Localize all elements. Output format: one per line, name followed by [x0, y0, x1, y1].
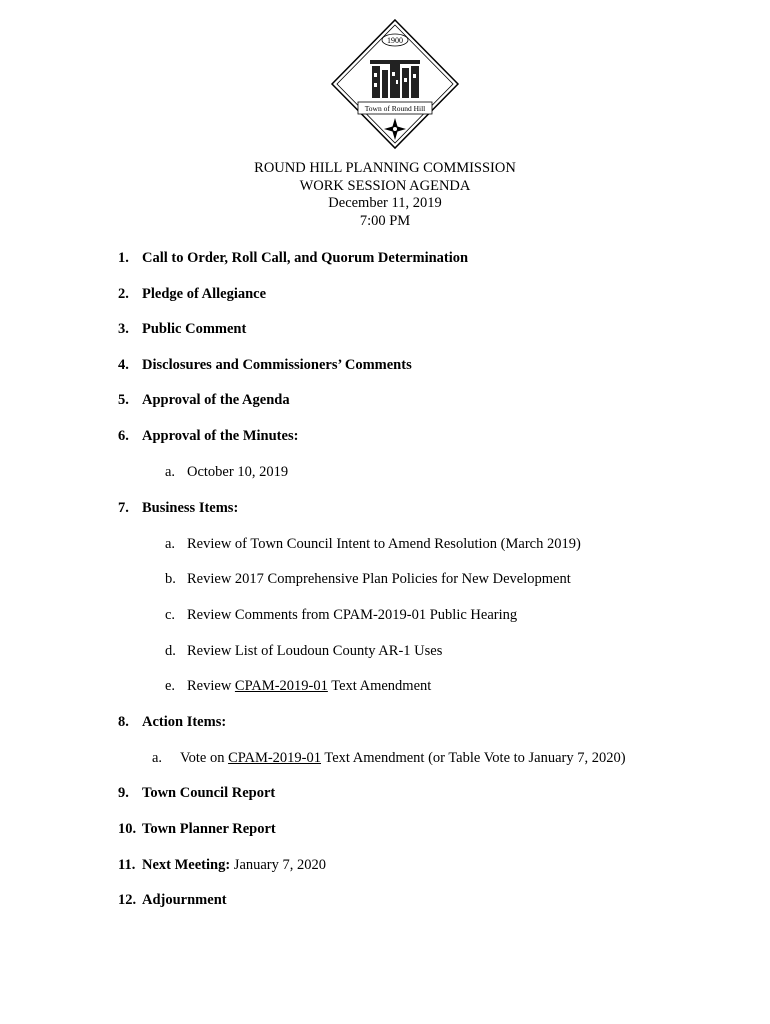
header-date: December 11, 2019 — [328, 195, 442, 211]
town-seal-logo — [330, 18, 460, 150]
sub-letter: a. — [152, 750, 163, 766]
item-label: Town Council Report — [142, 785, 276, 801]
item-number: 8. — [118, 714, 129, 730]
cpam-link[interactable]: CPAM-2019-01 — [228, 750, 322, 766]
business-item-b — [165, 571, 571, 588]
seal-banner: Town of Round Hill — [364, 104, 426, 113]
agenda-item-5 — [118, 392, 290, 409]
business-item-a — [165, 536, 581, 553]
sub-text-post: Text Amendment — [327, 678, 432, 694]
sub-letter: a. — [165, 464, 176, 480]
business-item-e — [165, 678, 431, 695]
agenda-item-3 — [118, 321, 246, 338]
item-number: 7. — [118, 500, 129, 516]
agenda-item-4 — [118, 357, 412, 374]
item-label: Next Meeting: — [142, 857, 231, 873]
sub-text-pre: Review — [187, 678, 235, 694]
item-number: 2. — [118, 286, 129, 302]
item-label: Business Items: — [142, 500, 239, 516]
agenda-item-8 — [118, 714, 226, 731]
sub-text: Review List of Loudoun County AR-1 Uses — [187, 643, 443, 659]
sub-letter: c. — [165, 607, 176, 623]
item-number: 11. — [118, 857, 136, 873]
business-item-d — [165, 643, 442, 660]
item-label: Call to Order, Roll Call, and Quorum Determination — [142, 250, 469, 266]
item-number: 5. — [118, 392, 129, 408]
header-commission: ROUND HILL PLANNING COMMISSION — [254, 160, 516, 176]
seal-year: 1900 — [387, 36, 403, 45]
sub-text-post: Text Amendment (or Table Vote to January 7, 2020) — [321, 750, 626, 766]
item-number: 3. — [118, 321, 129, 337]
item-number: 6. — [118, 428, 129, 444]
sub-text: Review Comments from CPAM-2019-01 Public Hearing — [187, 607, 518, 623]
sub-text: Review 2017 Comprehensive Plan Policies for New Development — [187, 571, 571, 587]
agenda-item-10 — [118, 821, 276, 838]
item-number: 12. — [118, 892, 137, 908]
agenda-header — [0, 160, 770, 230]
sub-letter: d. — [165, 643, 176, 659]
agenda-item-1 — [118, 250, 468, 267]
agenda-item-6 — [118, 428, 298, 445]
item-label: Town Planner Report — [142, 821, 276, 837]
sub-text: October 10, 2019 — [187, 464, 289, 480]
item-number: 9. — [118, 785, 129, 801]
item-number: 4. — [118, 357, 129, 373]
item-number: 1. — [118, 250, 129, 266]
agenda-item-11 — [118, 857, 326, 874]
cpam-link[interactable]: CPAM-2019-01 — [234, 678, 328, 694]
item-label: Approval of the Agenda — [142, 392, 290, 408]
item-number: 10. — [118, 821, 137, 837]
item-label: Action Items: — [142, 714, 227, 730]
sub-letter: b. — [165, 571, 176, 587]
minutes-item-a — [165, 464, 288, 481]
header-session: WORK SESSION AGENDA — [299, 177, 471, 194]
next-meeting-date: January 7, 2020 — [233, 857, 327, 873]
item-label: Pledge of Allegiance — [142, 286, 267, 302]
sub-letter: a. — [165, 536, 176, 552]
agenda-item-7 — [118, 500, 238, 517]
item-label: Adjournment — [142, 892, 227, 908]
action-item-a — [152, 750, 626, 767]
item-label: Approval of the Minutes: — [142, 428, 299, 444]
sub-text: Review of Town Council Intent to Amend Resolution (March 2019) — [187, 536, 581, 552]
business-item-c — [165, 607, 517, 624]
sub-letter: e. — [165, 678, 176, 694]
agenda-item-9 — [118, 785, 275, 802]
header-time: 7:00 PM — [359, 212, 411, 229]
sub-text-pre: Vote on — [180, 750, 229, 766]
item-label: Public Comment — [142, 321, 247, 337]
item-label: Disclosures and Commissioners’ Comments — [142, 357, 412, 373]
agenda-item-12 — [118, 892, 227, 909]
agenda-item-2 — [118, 286, 266, 303]
